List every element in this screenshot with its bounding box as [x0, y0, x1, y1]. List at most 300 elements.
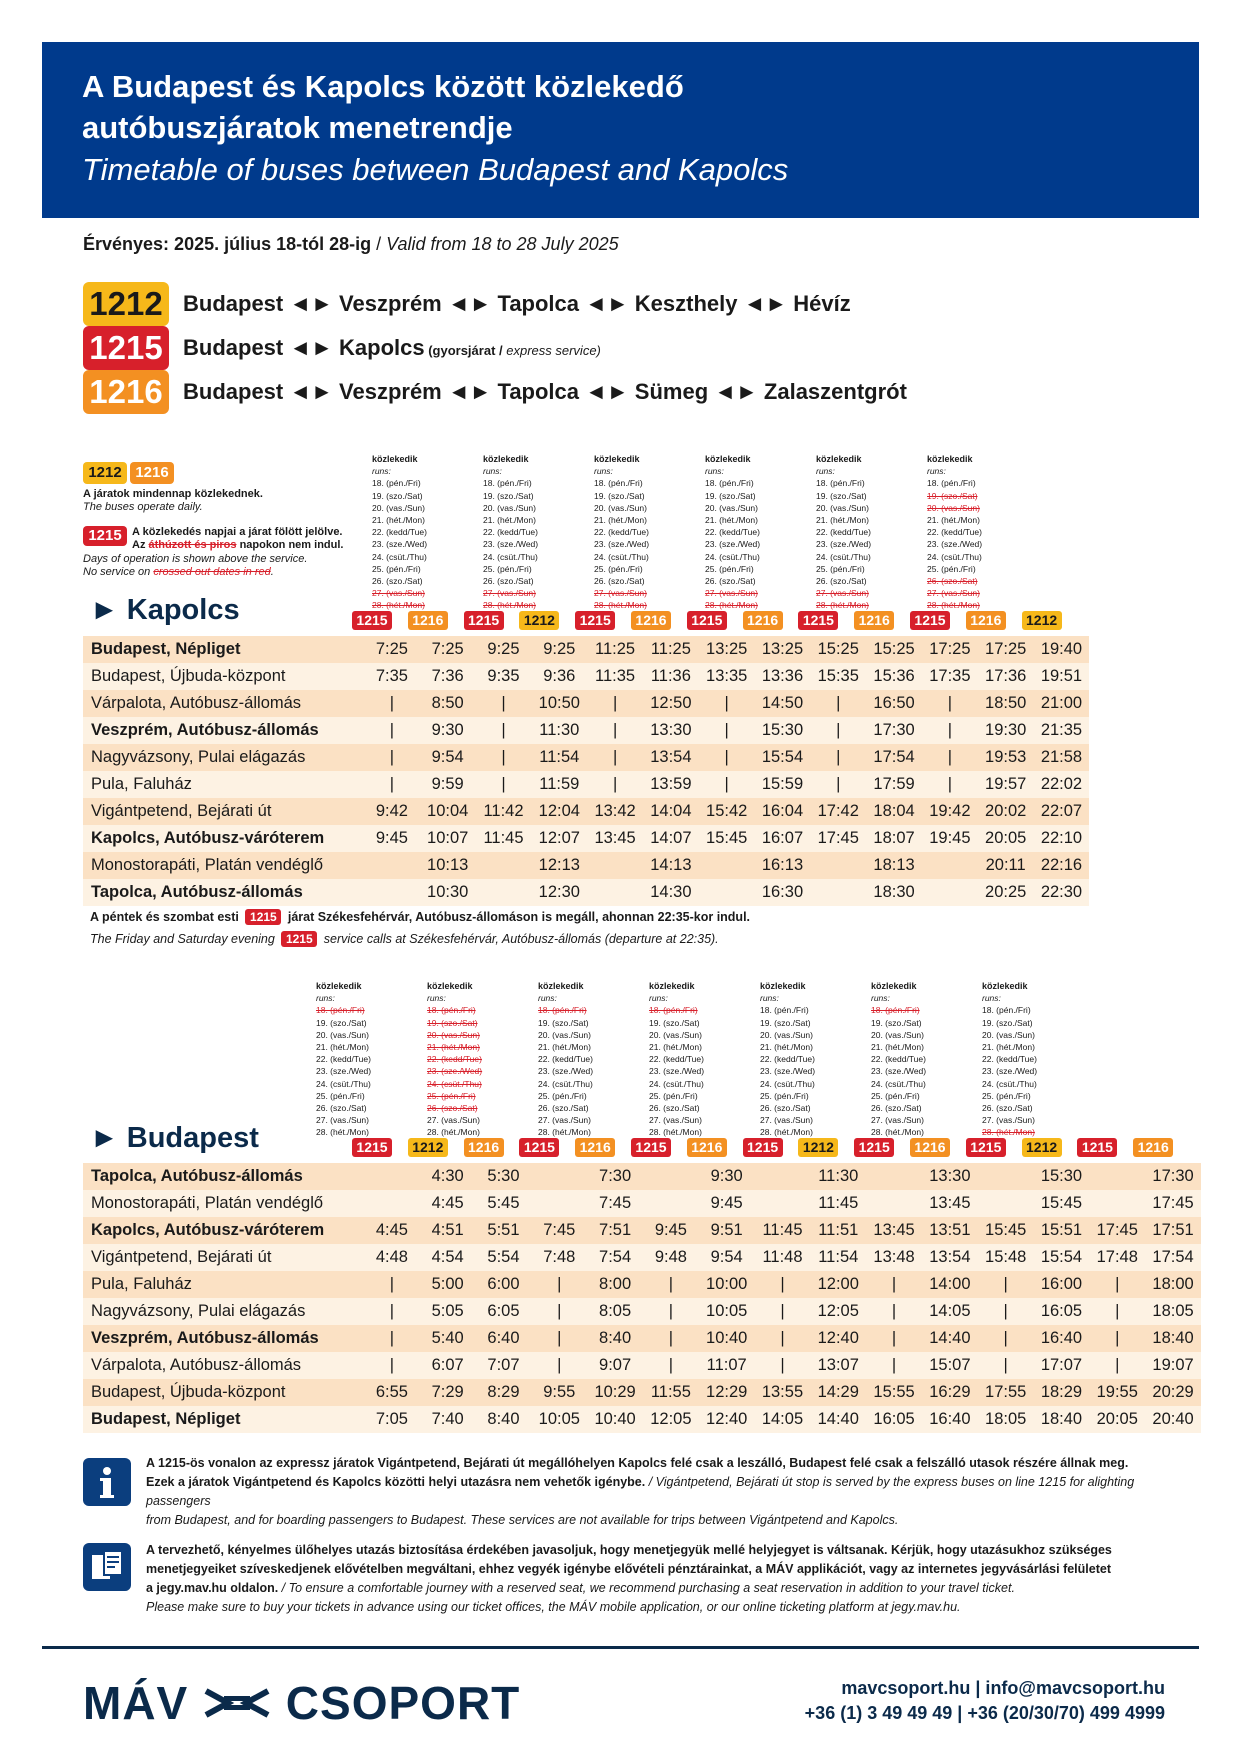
- departure-time: 9:45: [699, 1190, 755, 1217]
- departure-time: 11:07: [699, 1352, 755, 1379]
- departure-time: 8:05: [587, 1298, 643, 1325]
- departure-time: 17:48: [1089, 1244, 1145, 1271]
- departure-time: [866, 1163, 922, 1190]
- table-row: [83, 1379, 1201, 1406]
- column-badge-1216: 1216: [1133, 1138, 1173, 1157]
- departure-time: 5:51: [476, 1217, 532, 1244]
- departure-time: 17:45: [810, 825, 866, 852]
- departure-time: 8:00: [587, 1271, 643, 1298]
- departure-time: 13:45: [866, 1217, 922, 1244]
- departure-time: [810, 879, 866, 906]
- departure-time: 9:25: [531, 636, 587, 663]
- departure-time: 7:25: [420, 636, 476, 663]
- departure-time: 19:53: [978, 744, 1034, 771]
- departure-time: |: [866, 1271, 922, 1298]
- departure-time: 11:54: [810, 1244, 866, 1271]
- departure-time: |: [922, 771, 978, 798]
- table-row: [83, 825, 1089, 852]
- departure-time: [699, 852, 755, 879]
- departure-time: 12:05: [643, 1406, 699, 1433]
- departure-time: 12:07: [531, 825, 587, 852]
- departure-time: 13:42: [587, 798, 643, 825]
- contact-phones[interactable]: +36 (1) 3 49 49 49 | +36 (20/30/70) 499 4999: [804, 1703, 1165, 1723]
- runs-days: közlekedik runs: 18. (pén./Fri) 19. (szo./Sat) 20. (vas./Sun) 21. (hét./Mon) 22. (kedd/Tue) 23. (sze./Wed) 24. (csüt./Thu) 25. (pén./Fri) 26. (szo./Sat) 27. (vas./Sun) 28. (hét./Mon): [594, 454, 650, 611]
- departure-time: 12:40: [810, 1325, 866, 1352]
- departure-time: 15:54: [755, 744, 811, 771]
- legend-days: 1215 A közlekedés napjai a járat fölött jelölve. Az áthúzott és piros napokon nem indul.: [83, 526, 343, 552]
- departure-time: 16:30: [755, 879, 811, 906]
- header-banner: [42, 42, 1199, 218]
- departure-time: 20:02: [978, 798, 1034, 825]
- departure-time: 11:36: [643, 663, 699, 690]
- title-hu-1: A Budapest és Kapolcs között közlekedő: [82, 69, 684, 104]
- departure-time: 13:54: [922, 1244, 978, 1271]
- table-row: [83, 663, 1089, 690]
- departure-time: 9:45: [643, 1217, 699, 1244]
- runs-days: közlekedik runs: 18. (pén./Fri) 19. (szo./Sat) 20. (vas./Sun) 21. (hét./Mon) 22. (kedd/Tue) 23. (sze./Wed) 24. (csüt./Thu) 25. (pén./Fri) 26. (szo./Sat) 27. (vas./Sun) 28. (hét./Mon): [372, 454, 428, 611]
- departure-time: 4:45: [420, 1190, 476, 1217]
- departure-time: 17:42: [810, 798, 866, 825]
- departure-time: [978, 1190, 1034, 1217]
- route-badge: 1216: [83, 370, 169, 414]
- table-row: [83, 1244, 1201, 1271]
- departure-time: 8:40: [476, 1406, 532, 1433]
- departure-time: 14:04: [643, 798, 699, 825]
- departure-time: [643, 1190, 699, 1217]
- departure-time: 7:25: [364, 636, 420, 663]
- departure-time: 17:30: [866, 717, 922, 744]
- departure-time: |: [643, 1271, 699, 1298]
- column-badge-1216: 1216: [966, 611, 1006, 630]
- departure-time: 13:59: [643, 771, 699, 798]
- departure-time: [810, 852, 866, 879]
- departure-time: 17:45: [1145, 1190, 1201, 1217]
- departure-time: 5:54: [476, 1244, 532, 1271]
- departure-time: 4:51: [420, 1217, 476, 1244]
- departure-time: 11:30: [531, 717, 587, 744]
- stop-name: Tapolca, Autóbusz-állomás: [83, 1163, 364, 1190]
- departure-time: 17:54: [866, 744, 922, 771]
- departure-time: 15:30: [1034, 1163, 1090, 1190]
- departure-time: |: [699, 744, 755, 771]
- departure-time: |: [364, 1352, 420, 1379]
- departure-time: |: [978, 1325, 1034, 1352]
- departure-time: 19:51: [1034, 663, 1090, 690]
- departure-time: 11:48: [755, 1244, 811, 1271]
- column-badge-1216: 1216: [854, 611, 894, 630]
- departure-time: [364, 852, 420, 879]
- departure-time: |: [1089, 1298, 1145, 1325]
- departure-time: 9:07: [587, 1352, 643, 1379]
- badge-1215: 1215: [281, 931, 317, 947]
- departure-time: |: [643, 1325, 699, 1352]
- column-badge-1212: 1212: [798, 1138, 838, 1157]
- departure-time: 4:54: [420, 1244, 476, 1271]
- stop-name: Nagyvázsony, Pulai elágazás: [83, 744, 364, 771]
- route-1215: [83, 326, 601, 370]
- departure-time: 7:35: [364, 663, 420, 690]
- departure-time: 15:45: [978, 1217, 1034, 1244]
- departure-time: |: [364, 744, 420, 771]
- departure-time: 10:00: [699, 1271, 755, 1298]
- badge-1215: 1215: [245, 909, 281, 925]
- departure-time: |: [922, 717, 978, 744]
- column-badge-1215: 1215: [519, 1138, 559, 1157]
- departure-time: 12:40: [699, 1406, 755, 1433]
- departure-time: [978, 1163, 1034, 1190]
- departure-time: [1089, 1163, 1145, 1190]
- departure-time: 10:40: [699, 1325, 755, 1352]
- departure-time: 14:13: [643, 852, 699, 879]
- departure-time: 15:30: [755, 717, 811, 744]
- departure-time: 7:36: [420, 663, 476, 690]
- departure-time: 7:07: [476, 1352, 532, 1379]
- departure-time: 18:30: [866, 879, 922, 906]
- departure-time: |: [978, 1271, 1034, 1298]
- departure-time: 7:45: [531, 1217, 587, 1244]
- departure-time: 19:42: [922, 798, 978, 825]
- departure-time: 10:29: [587, 1379, 643, 1406]
- departure-time: [531, 1163, 587, 1190]
- departure-time: 9:25: [476, 636, 532, 663]
- departure-time: |: [810, 690, 866, 717]
- departure-time: 18:05: [978, 1406, 1034, 1433]
- departure-time: |: [643, 1352, 699, 1379]
- column-badge-1215: 1215: [352, 611, 392, 630]
- departure-time: 14:05: [922, 1298, 978, 1325]
- column-badge-1212: 1212: [519, 611, 559, 630]
- table-row: [83, 1406, 1201, 1433]
- departure-time: 17:36: [978, 663, 1034, 690]
- table-row: [83, 717, 1089, 744]
- departure-time: 22:07: [1034, 798, 1090, 825]
- departure-time: |: [755, 1298, 811, 1325]
- departure-time: 10:40: [587, 1406, 643, 1433]
- departure-time: |: [364, 717, 420, 744]
- departure-time: 17:55: [978, 1379, 1034, 1406]
- table-row: [83, 1325, 1201, 1352]
- departure-time: 13:30: [922, 1163, 978, 1190]
- table-row: [83, 771, 1089, 798]
- departure-time: 11:51: [810, 1217, 866, 1244]
- column-badge-1216: 1216: [408, 611, 448, 630]
- departure-time: |: [866, 1325, 922, 1352]
- departure-time: 9:48: [643, 1244, 699, 1271]
- column-badge-1215: 1215: [798, 611, 838, 630]
- departure-time: [476, 879, 532, 906]
- departure-time: 7:40: [420, 1406, 476, 1433]
- table-row: [83, 636, 1089, 663]
- departure-time: |: [643, 1298, 699, 1325]
- departure-time: |: [866, 1352, 922, 1379]
- badge-1212: 1212: [83, 462, 127, 484]
- departure-time: |: [1089, 1271, 1145, 1298]
- departure-time: 13:55: [755, 1379, 811, 1406]
- info-tickets: A tervezhető, kényelmes ülőhelyes utazás biztosítása érdekében javasoljuk, hogy menetjegyük mellé helyjegyet is váltsanak. Kérjük, hogy utazásukhoz szükséges menetjegyeiket szíveskedjenek elővételben megváltani, ehhez vegyék igénybe elővételi pénztárainkat, a MÁV applikációt, vagy az internetes jegyvásárlási felületet a jegy.mav.hu oldalon. / To ensure a comfortable journey with a reserved seat, we recommend purchasing a seat reservation in addition to your travel ticket. Please make sure to buy your tickets in advance using our ticket offices, the MÁV mobile application, or our online ticketing platform at jegy.mav.hu.: [146, 1543, 1112, 1614]
- departure-time: 13:07: [810, 1352, 866, 1379]
- departure-time: [476, 852, 532, 879]
- runs-days: közlekedik runs: 18. (pén./Fri) 19. (szo./Sat) 20. (vas./Sun) 21. (hét./Mon) 22. (kedd/Tue) 23. (sze./Wed) 24. (csüt./Thu) 25. (pén./Fri) 26. (szo./Sat) 27. (vas./Sun) 28. (hét./Mon): [816, 454, 872, 611]
- route-1216: [83, 370, 907, 414]
- departure-time: 9:45: [364, 825, 420, 852]
- legend-days-en: Days of operation is shown above the service. No service on crossed out dates in red.: [83, 553, 308, 578]
- departure-time: 16:05: [1034, 1298, 1090, 1325]
- departure-time: 13:45: [922, 1190, 978, 1217]
- departure-time: 9:51: [699, 1217, 755, 1244]
- column-badge-1216: 1216: [631, 611, 671, 630]
- departure-time: 4:45: [364, 1217, 420, 1244]
- departure-time: [587, 852, 643, 879]
- contact-info: [805, 1676, 1165, 1726]
- table-row: [83, 1298, 1201, 1325]
- departure-time: |: [587, 690, 643, 717]
- column-badge-1215: 1215: [464, 611, 504, 630]
- departure-time: 6:05: [476, 1298, 532, 1325]
- route-text: Budapest ◄► Kapolcs (gyorsjárat / express service): [183, 335, 601, 360]
- route-1212: [83, 282, 851, 326]
- mav-logo-icon: [202, 1683, 272, 1723]
- column-badge-1215: 1215: [631, 1138, 671, 1157]
- note-hu: A péntek és szombat esti 1215 járat Székesfehérvár, Autóbusz-állomáson is megáll, ahonnan 22:35-kor indul.: [90, 910, 751, 924]
- column-badge-1216: 1216: [743, 611, 783, 630]
- column-badge-1216: 1216: [687, 1138, 727, 1157]
- runs-days: közlekedik runs: 18. (pén./Fri) 19. (szo./Sat) 20. (vas./Sun) 21. (hét./Mon) 22. (kedd/Tue) 23. (sze./Wed) 24. (csüt./Thu) 25. (pén./Fri) 26. (szo./Sat) 27. (vas./Sun) 28. (hét./Mon): [649, 981, 705, 1138]
- departure-time: 17:07: [1034, 1352, 1090, 1379]
- runs-days: közlekedik runs: 18. (pén./Fri) 19. (szo./Sat) 20. (vas./Sun) 21. (hét./Mon) 22. (kedd/Tue) 23. (sze./Wed) 24. (csüt./Thu) 25. (pén./Fri) 26. (szo./Sat) 27. (vas./Sun) 28. (hét./Mon): [760, 981, 816, 1138]
- departure-time: 20:40: [1145, 1406, 1201, 1433]
- departure-time: 17:51: [1145, 1217, 1201, 1244]
- departure-time: 15:07: [922, 1352, 978, 1379]
- departure-time: 18:00: [1145, 1271, 1201, 1298]
- stop-name: Pula, Faluház: [83, 771, 364, 798]
- departure-time: |: [476, 771, 532, 798]
- departure-time: 7:05: [364, 1406, 420, 1433]
- departure-time: 14:07: [643, 825, 699, 852]
- departure-time: 11:54: [531, 744, 587, 771]
- table-row: [83, 1163, 1201, 1190]
- departure-time: 7:51: [587, 1217, 643, 1244]
- departure-time: 18:05: [1145, 1298, 1201, 1325]
- stop-name: Budapest, Újbuda-központ: [83, 663, 364, 690]
- departure-time: 7:30: [587, 1163, 643, 1190]
- departure-time: 10:50: [531, 690, 587, 717]
- departure-time: 12:04: [531, 798, 587, 825]
- table-row: [83, 1352, 1201, 1379]
- stop-name: Nagyvázsony, Pulai elágazás: [83, 1298, 364, 1325]
- departure-time: 5:05: [420, 1298, 476, 1325]
- departure-time: 18:07: [866, 825, 922, 852]
- departure-time: [364, 1190, 420, 1217]
- runs-days: közlekedik runs: 18. (pén./Fri) 19. (szo./Sat) 20. (vas./Sun) 21. (hét./Mon) 22. (kedd/Tue) 23. (sze./Wed) 24. (csüt./Thu) 25. (pén./Fri) 26. (szo./Sat) 27. (vas./Sun) 28. (hét./Mon): [705, 454, 761, 611]
- runs-days: közlekedik runs: 18. (pén./Fri) 19. (szo./Sat) 20. (vas./Sun) 21. (hét./Mon) 22. (kedd/Tue) 23. (sze./Wed) 24. (csüt./Thu) 25. (pén./Fri) 26. (szo./Sat) 27. (vas./Sun) 28. (hét./Mon): [427, 981, 483, 1138]
- contact-web-email[interactable]: mavcsoport.hu | info@mavcsoport.hu: [841, 1678, 1165, 1698]
- departure-time: 19:40: [1034, 636, 1090, 663]
- departure-time: 9:30: [420, 717, 476, 744]
- validity: Érvényes: 2025. július 18-tól 28-ig / Valid from 18 to 28 July 2025: [83, 234, 619, 254]
- departure-time: [1089, 1190, 1145, 1217]
- departure-time: 11:25: [643, 636, 699, 663]
- departure-time: 8:50: [420, 690, 476, 717]
- departure-time: 20:25: [978, 879, 1034, 906]
- departure-time: 17:25: [978, 636, 1034, 663]
- departure-time: 19:57: [978, 771, 1034, 798]
- departure-time: 16:00: [1034, 1271, 1090, 1298]
- departure-time: 10:13: [420, 852, 476, 879]
- departure-time: 17:45: [1089, 1217, 1145, 1244]
- departure-time: 8:29: [476, 1379, 532, 1406]
- departure-time: |: [531, 1325, 587, 1352]
- route-badge: 1212: [83, 282, 169, 326]
- badge-1216: 1216: [130, 462, 174, 484]
- column-badge-1215: 1215: [575, 611, 615, 630]
- departure-time: |: [587, 771, 643, 798]
- departure-time: 12:29: [699, 1379, 755, 1406]
- departure-time: |: [866, 1298, 922, 1325]
- departure-time: 16:29: [922, 1379, 978, 1406]
- departure-time: 11:45: [476, 825, 532, 852]
- departure-time: 17:30: [1145, 1163, 1201, 1190]
- departure-time: |: [531, 1352, 587, 1379]
- departure-time: 13:48: [866, 1244, 922, 1271]
- departure-time: 16:50: [866, 690, 922, 717]
- departure-time: 15:45: [1034, 1190, 1090, 1217]
- departure-time: 18:50: [978, 690, 1034, 717]
- column-badge-1215: 1215: [910, 611, 950, 630]
- departure-time: 15:45: [699, 825, 755, 852]
- departure-time: 20:11: [978, 852, 1034, 879]
- column-badge-1215: 1215: [1077, 1138, 1117, 1157]
- departure-time: 11:35: [587, 663, 643, 690]
- departure-time: |: [364, 1325, 420, 1352]
- column-badge-1212: 1212: [1022, 611, 1062, 630]
- stop-name: Budapest, Újbuda-központ: [83, 1379, 364, 1406]
- legend-daily-hu: A járatok mindennap közlekednek.: [83, 488, 263, 500]
- departure-time: [364, 879, 420, 906]
- timetable-to-kapolcs: [83, 636, 1089, 906]
- departure-time: 9:54: [699, 1244, 755, 1271]
- departure-time: 12:50: [643, 690, 699, 717]
- departure-time: 5:45: [476, 1190, 532, 1217]
- departure-time: 14:05: [755, 1406, 811, 1433]
- title-hu-2: autóbuszjáratok menetrendje: [82, 110, 513, 145]
- table-row: [83, 852, 1089, 879]
- departure-time: |: [1089, 1352, 1145, 1379]
- departure-time: 13:45: [587, 825, 643, 852]
- departure-time: [922, 852, 978, 879]
- footer-divider: [42, 1646, 1199, 1649]
- departure-time: 7:54: [587, 1244, 643, 1271]
- departure-time: 19:07: [1145, 1352, 1201, 1379]
- departure-time: 21:00: [1034, 690, 1090, 717]
- departure-time: 16:40: [922, 1406, 978, 1433]
- departure-time: 13:51: [922, 1217, 978, 1244]
- column-badge-1216: 1216: [910, 1138, 950, 1157]
- stop-name: Vigántpetend, Bejárati út: [83, 1244, 364, 1271]
- departure-time: 13:30: [643, 717, 699, 744]
- departure-time: 4:48: [364, 1244, 420, 1271]
- departure-time: 16:07: [755, 825, 811, 852]
- departure-time: 12:05: [810, 1298, 866, 1325]
- departure-time: |: [476, 717, 532, 744]
- departure-time: 21:58: [1034, 744, 1090, 771]
- table-row: [83, 744, 1089, 771]
- departure-time: 10:05: [699, 1298, 755, 1325]
- departure-time: |: [810, 744, 866, 771]
- departure-time: |: [531, 1271, 587, 1298]
- departure-time: 15:36: [866, 663, 922, 690]
- departure-time: 9:30: [699, 1163, 755, 1190]
- departure-time: 13:36: [755, 663, 811, 690]
- departure-time: 12:30: [531, 879, 587, 906]
- note-en: The Friday and Saturday evening 1215 service calls at Székesfehérvár, Autóbusz-állomás (departure at 22:35).: [90, 932, 719, 946]
- departure-time: 19:55: [1089, 1379, 1145, 1406]
- departure-time: 6:40: [476, 1325, 532, 1352]
- departure-time: 7:48: [531, 1244, 587, 1271]
- departure-time: 5:40: [420, 1325, 476, 1352]
- departure-time: |: [699, 771, 755, 798]
- stop-name: Budapest, Népliget: [83, 636, 364, 663]
- departure-time: 9:55: [531, 1379, 587, 1406]
- departure-time: 19:30: [978, 717, 1034, 744]
- departure-time: 11:45: [755, 1217, 811, 1244]
- departure-time: 11:59: [531, 771, 587, 798]
- departure-time: 5:00: [420, 1271, 476, 1298]
- runs-days: közlekedik runs: 18. (pén./Fri) 19. (szo./Sat) 20. (vas./Sun) 21. (hét./Mon) 22. (kedd/Tue) 23. (sze./Wed) 24. (csüt./Thu) 25. (pén./Fri) 26. (szo./Sat) 27. (vas./Sun) 28. (hét./Mon): [871, 981, 927, 1138]
- column-badge-1212: 1212: [408, 1138, 448, 1157]
- departure-time: [755, 1190, 811, 1217]
- departure-time: [699, 879, 755, 906]
- direction-kapolcs: ► Kapolcs: [90, 594, 240, 626]
- departure-time: 14:40: [922, 1325, 978, 1352]
- departure-time: 15:42: [699, 798, 755, 825]
- departure-time: 6:00: [476, 1271, 532, 1298]
- departure-time: 9:36: [531, 663, 587, 690]
- column-badge-1216: 1216: [575, 1138, 615, 1157]
- departure-time: 9:42: [364, 798, 420, 825]
- mav-logo: MÁV CSOPORT: [83, 1677, 521, 1729]
- departure-time: |: [755, 1352, 811, 1379]
- departure-time: 9:35: [476, 663, 532, 690]
- info-express: A 1215-ös vonalon az expressz járatok Vigántpetend, Bejárati út megállóhelyen Kapolcs felé csak a leszálló, Budapest felé csak a felszálló utasok részére állnak meg. Ezek a járatok Vigántpetend és Kapolcs közötti helyi utazásra nem vehetők igénybe. / Vigántpetend, Bejárati út stop is served by the express buses on line 1215 for alighting passengers from Budapest, and for boarding passengers to Budapest. These services are not available for trips between Vigántpetend and Kapolcs.: [146, 1456, 1135, 1527]
- departure-time: 18:40: [1145, 1325, 1201, 1352]
- departure-time: 15:48: [978, 1244, 1034, 1271]
- stop-name: Tapolca, Autóbusz-állomás: [83, 879, 364, 906]
- departure-time: |: [699, 717, 755, 744]
- column-badge-1215: 1215: [743, 1138, 783, 1157]
- table-row: [83, 879, 1089, 906]
- legend-daily: [83, 462, 263, 514]
- departure-time: |: [364, 1271, 420, 1298]
- departure-time: [643, 1163, 699, 1190]
- departure-time: |: [978, 1298, 1034, 1325]
- departure-time: 15:35: [810, 663, 866, 690]
- runs-days: közlekedik runs: 18. (pén./Fri) 19. (szo./Sat) 20. (vas./Sun) 21. (hét./Mon) 22. (kedd/Tue) 23. (sze./Wed) 24. (csüt./Thu) 25. (pén./Fri) 26. (szo./Sat) 27. (vas./Sun) 28. (hét./Mon): [927, 454, 983, 611]
- departure-time: |: [476, 690, 532, 717]
- departure-time: [531, 1190, 587, 1217]
- departure-time: 16:13: [755, 852, 811, 879]
- departure-time: 22:02: [1034, 771, 1090, 798]
- departure-time: 14:50: [755, 690, 811, 717]
- departure-time: 7:45: [587, 1190, 643, 1217]
- departure-time: 15:55: [866, 1379, 922, 1406]
- departure-time: 13:54: [643, 744, 699, 771]
- departure-time: |: [531, 1298, 587, 1325]
- departure-time: 13:35: [699, 663, 755, 690]
- departure-time: 7:29: [420, 1379, 476, 1406]
- table-row: [83, 1271, 1201, 1298]
- departure-time: |: [922, 690, 978, 717]
- departure-time: 8:40: [587, 1325, 643, 1352]
